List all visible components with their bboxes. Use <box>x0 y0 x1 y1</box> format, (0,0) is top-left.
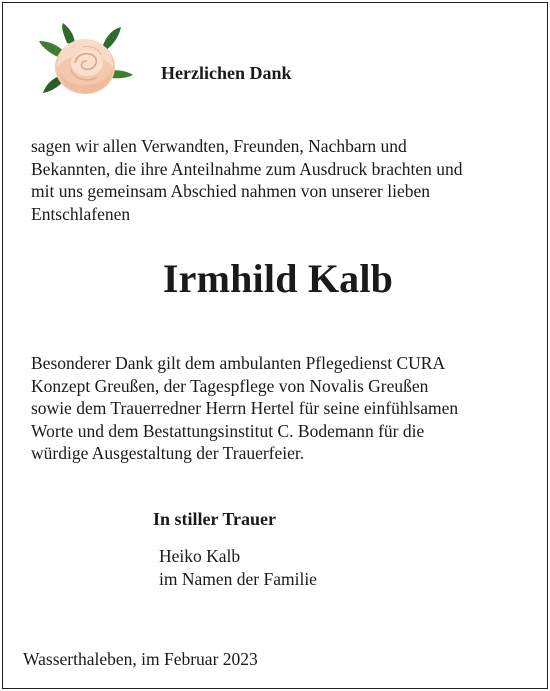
intro-line: mit uns gemeinsam Abschied nahmen von unserer lieben <box>31 181 431 201</box>
mourning-heading: In stiller Trauer <box>153 509 276 529</box>
intro-paragraph <box>31 135 531 225</box>
place-date: Wasserthaleben, im Februar 2023 <box>23 649 258 669</box>
thanks-paragraph <box>31 352 541 465</box>
thanks-line: sowie dem Trauerredner Herrn Hertel für seine einfühlsamen <box>31 398 459 418</box>
intro-line: Bekannten, die ihre Anteilnahme zum Ausdruck brachten und <box>31 158 463 179</box>
rose-icon <box>37 23 133 99</box>
thanks-line: würdige Ausgestaltung der Trauerfeier. <box>31 443 305 463</box>
thanks-line: Besonderer Dank gilt dem ambulanten Pflegedienst CURA <box>31 353 446 373</box>
thanks-line: Worte und dem Bestattungsinstitut C. Bodemann für die <box>31 420 425 441</box>
deceased-name: Irmhild Kalb <box>162 256 394 301</box>
thanks-line: Konzept Greußen, der Tagespflege von Novalis Greußen <box>31 375 429 396</box>
signer-block <box>159 545 317 590</box>
obituary-card <box>2 2 548 689</box>
intro-line: sagen wir allen Verwandten, Freunden, Nachbarn und <box>31 136 407 156</box>
heading-herzlichen-dank: Herzlichen Dank <box>161 63 292 83</box>
signer-note: im Namen der Familie <box>159 568 317 589</box>
intro-line: Entschlafenen <box>31 203 131 224</box>
signer-name: Heiko Kalb <box>159 546 241 566</box>
